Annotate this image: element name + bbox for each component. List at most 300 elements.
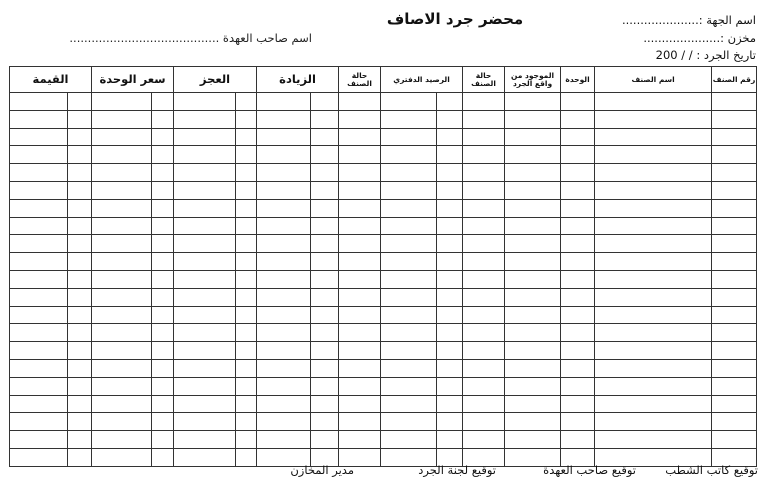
table-cell: [595, 342, 712, 360]
signature-footer: [280, 463, 758, 479]
table-cell: [339, 128, 381, 146]
header-unit-price: سعر الوحدة: [92, 67, 174, 93]
table-cell: [595, 110, 712, 128]
table-cell: [257, 164, 311, 182]
table-cell: [463, 146, 505, 164]
table-cell: [92, 128, 152, 146]
table-cell: [257, 359, 311, 377]
table-row: [10, 359, 757, 377]
table-cell: [10, 448, 68, 466]
table-cell: [10, 235, 68, 253]
table-cell: [712, 270, 757, 288]
inventory-date-field: تاريخ الجرد : / / 200: [655, 48, 756, 62]
table-cell: [174, 93, 236, 111]
table-cell: [339, 253, 381, 271]
table-cell: [10, 270, 68, 288]
table-cell: [437, 395, 463, 413]
table-cell: [10, 164, 68, 182]
table-cell: [152, 431, 174, 449]
table-cell: [174, 306, 236, 324]
table-cell: [463, 359, 505, 377]
table-cell: [311, 181, 339, 199]
table-cell: [10, 342, 68, 360]
table-cell: [236, 306, 257, 324]
table-cell: [339, 181, 381, 199]
table-cell: [174, 395, 236, 413]
table-cell: [505, 235, 561, 253]
table-cell: [463, 431, 505, 449]
table-cell: [381, 217, 437, 235]
table-cell: [10, 377, 68, 395]
table-cell: [505, 110, 561, 128]
table-body: [10, 93, 757, 467]
table-cell: [92, 235, 152, 253]
table-cell: [152, 199, 174, 217]
table-cell: [10, 324, 68, 342]
table-cell: [561, 217, 595, 235]
table-cell: [174, 270, 236, 288]
table-cell: [257, 431, 311, 449]
table-cell: [68, 164, 92, 182]
table-cell: [381, 146, 437, 164]
table-cell: [257, 110, 311, 128]
table-row: [10, 270, 757, 288]
table-cell: [10, 306, 68, 324]
page-title: محضر جرد الاصاف: [386, 10, 524, 28]
table-cell: [595, 199, 712, 217]
table-cell: [339, 395, 381, 413]
table-cell: [339, 342, 381, 360]
table-cell: [712, 128, 757, 146]
table-cell: [339, 413, 381, 431]
table-cell: [595, 270, 712, 288]
table-cell: [68, 377, 92, 395]
table-cell: [381, 342, 437, 360]
table-cell: [174, 164, 236, 182]
table-cell: [257, 128, 311, 146]
table-cell: [381, 413, 437, 431]
table-cell: [152, 164, 174, 182]
table-cell: [68, 217, 92, 235]
table-cell: [595, 128, 712, 146]
table-cell: [463, 217, 505, 235]
table-row: [10, 235, 757, 253]
table-cell: [152, 217, 174, 235]
table-cell: [595, 359, 712, 377]
table-row: [10, 306, 757, 324]
table-cell: [152, 306, 174, 324]
table-cell: [236, 164, 257, 182]
table-cell: [463, 235, 505, 253]
table-cell: [236, 110, 257, 128]
table-cell: [10, 217, 68, 235]
table-cell: [311, 377, 339, 395]
table-cell: [595, 181, 712, 199]
table-cell: [505, 395, 561, 413]
table-cell: [561, 181, 595, 199]
table-cell: [381, 128, 437, 146]
table-cell: [463, 306, 505, 324]
table-cell: [381, 164, 437, 182]
table-cell: [68, 359, 92, 377]
table-cell: [561, 395, 595, 413]
table-cell: [463, 377, 505, 395]
table-cell: [174, 288, 236, 306]
table-cell: [174, 253, 236, 271]
table-cell: [311, 431, 339, 449]
table-row: [10, 377, 757, 395]
table-cell: [174, 324, 236, 342]
table-cell: [257, 217, 311, 235]
table-cell: [10, 181, 68, 199]
table-cell: [152, 448, 174, 466]
table-cell: [437, 359, 463, 377]
table-cell: [236, 377, 257, 395]
table-cell: [712, 306, 757, 324]
table-row: [10, 181, 757, 199]
table-cell: [595, 395, 712, 413]
table-cell: [152, 253, 174, 271]
table-cell: [68, 288, 92, 306]
table-cell: [257, 146, 311, 164]
table-cell: [595, 377, 712, 395]
table-cell: [68, 110, 92, 128]
table-cell: [712, 146, 757, 164]
table-cell: [561, 359, 595, 377]
table-cell: [437, 146, 463, 164]
table-cell: [463, 342, 505, 360]
table-cell: [339, 146, 381, 164]
table-cell: [437, 377, 463, 395]
clerk-signature-label: توقيع كاتب الشطب: [665, 463, 758, 477]
table-cell: [463, 199, 505, 217]
table-cell: [561, 253, 595, 271]
table-cell: [595, 253, 712, 271]
table-cell: [152, 93, 174, 111]
table-cell: [339, 235, 381, 253]
table-cell: [257, 199, 311, 217]
table-cell: [595, 324, 712, 342]
header-actual-count: الموجود من واقع الجرد: [505, 67, 561, 93]
table-cell: [68, 413, 92, 431]
custodian-name-field: اسم صاحب العهدة .........................................: [69, 31, 312, 45]
table-cell: [595, 164, 712, 182]
table-cell: [174, 146, 236, 164]
table-cell: [437, 270, 463, 288]
table-cell: [311, 146, 339, 164]
table-cell: [257, 377, 311, 395]
header-item-number: رقم الصنف: [712, 67, 757, 93]
table-cell: [505, 128, 561, 146]
table-cell: [236, 93, 257, 111]
header-increase: الزيادة: [257, 67, 339, 93]
table-cell: [381, 93, 437, 111]
table-row: [10, 128, 757, 146]
table-cell: [311, 110, 339, 128]
table-cell: [236, 288, 257, 306]
table-cell: [437, 253, 463, 271]
table-row: [10, 93, 757, 111]
table-cell: [339, 306, 381, 324]
table-cell: [236, 324, 257, 342]
table-cell: [257, 288, 311, 306]
table-cell: [236, 235, 257, 253]
table-cell: [463, 93, 505, 111]
table-cell: [505, 324, 561, 342]
table-cell: [381, 377, 437, 395]
header-unit: الوحدة: [561, 67, 595, 93]
table-cell: [174, 110, 236, 128]
table-cell: [437, 431, 463, 449]
table-cell: [437, 199, 463, 217]
header-condition-1: حالة الصنف: [339, 67, 381, 93]
table-cell: [505, 199, 561, 217]
table-cell: [595, 217, 712, 235]
table-row: [10, 342, 757, 360]
table-cell: [712, 395, 757, 413]
table-cell: [381, 235, 437, 253]
table-cell: [92, 342, 152, 360]
table-cell: [561, 270, 595, 288]
table-cell: [561, 377, 595, 395]
table-cell: [561, 431, 595, 449]
table-cell: [68, 253, 92, 271]
table-cell: [236, 128, 257, 146]
table-cell: [10, 395, 68, 413]
table-cell: [236, 253, 257, 271]
table-cell: [339, 217, 381, 235]
table-cell: [152, 413, 174, 431]
table-cell: [92, 413, 152, 431]
table-cell: [174, 413, 236, 431]
table-cell: [561, 306, 595, 324]
table-cell: [311, 235, 339, 253]
table-cell: [339, 164, 381, 182]
table-cell: [463, 181, 505, 199]
table-cell: [561, 93, 595, 111]
table-row: [10, 431, 757, 449]
table-cell: [174, 342, 236, 360]
table-cell: [152, 270, 174, 288]
table-cell: [236, 431, 257, 449]
inventory-table: [9, 66, 757, 467]
table-cell: [257, 306, 311, 324]
table-row: [10, 324, 757, 342]
table-cell: [437, 93, 463, 111]
table-cell: [505, 181, 561, 199]
header-deficit: العجز: [174, 67, 257, 93]
store-field: مخزن :.....................: [643, 31, 756, 45]
table-cell: [257, 342, 311, 360]
table-cell: [339, 93, 381, 111]
table-cell: [92, 377, 152, 395]
table-cell: [92, 324, 152, 342]
table-cell: [505, 342, 561, 360]
store-manager-label: مدير المخازن: [290, 463, 354, 477]
table-cell: [712, 181, 757, 199]
header-book-balance: الرصيد الدفتري: [381, 67, 463, 93]
table-cell: [92, 93, 152, 111]
table-cell: [92, 181, 152, 199]
table-cell: [10, 288, 68, 306]
table-cell: [437, 235, 463, 253]
table-cell: [152, 181, 174, 199]
table-cell: [561, 324, 595, 342]
table-cell: [339, 270, 381, 288]
table-cell: [174, 377, 236, 395]
table-cell: [152, 288, 174, 306]
table-cell: [712, 324, 757, 342]
table-cell: [712, 359, 757, 377]
table-row: [10, 146, 757, 164]
table-cell: [92, 110, 152, 128]
table-cell: [505, 377, 561, 395]
table-cell: [595, 93, 712, 111]
table-cell: [505, 253, 561, 271]
table-cell: [92, 448, 152, 466]
table-row: [10, 413, 757, 431]
table-cell: [257, 395, 311, 413]
table-cell: [505, 93, 561, 111]
table-cell: [561, 342, 595, 360]
table-cell: [10, 413, 68, 431]
table-cell: [68, 448, 92, 466]
table-cell: [92, 253, 152, 271]
table-cell: [463, 110, 505, 128]
table-cell: [92, 199, 152, 217]
table-cell: [236, 413, 257, 431]
table-cell: [10, 146, 68, 164]
table-cell: [68, 199, 92, 217]
table-cell: [152, 359, 174, 377]
table-cell: [257, 270, 311, 288]
table-cell: [68, 235, 92, 253]
table-cell: [311, 324, 339, 342]
table-cell: [463, 413, 505, 431]
table-cell: [463, 164, 505, 182]
table-cell: [505, 431, 561, 449]
table-cell: [174, 199, 236, 217]
header-value: القيمة: [10, 67, 92, 93]
table-cell: [236, 359, 257, 377]
table-cell: [174, 448, 236, 466]
table-cell: [174, 235, 236, 253]
table-cell: [174, 181, 236, 199]
table-cell: [68, 128, 92, 146]
table-cell: [152, 324, 174, 342]
table-cell: [10, 253, 68, 271]
table-cell: [339, 431, 381, 449]
table-cell: [92, 164, 152, 182]
table-cell: [505, 164, 561, 182]
table-cell: [339, 359, 381, 377]
table-cell: [174, 217, 236, 235]
table-cell: [257, 253, 311, 271]
table-cell: [463, 395, 505, 413]
table-cell: [712, 164, 757, 182]
table-cell: [339, 199, 381, 217]
table-cell: [505, 306, 561, 324]
table-cell: [311, 253, 339, 271]
table-cell: [561, 164, 595, 182]
table-cell: [10, 359, 68, 377]
table-cell: [463, 324, 505, 342]
table-cell: [561, 128, 595, 146]
table-cell: [561, 235, 595, 253]
table-cell: [437, 413, 463, 431]
table-cell: [505, 288, 561, 306]
table-row: [10, 199, 757, 217]
table-cell: [68, 93, 92, 111]
table-cell: [339, 288, 381, 306]
table-cell: [68, 431, 92, 449]
table-cell: [68, 342, 92, 360]
table-cell: [152, 342, 174, 360]
table-cell: [381, 270, 437, 288]
table-cell: [311, 306, 339, 324]
table-cell: [152, 110, 174, 128]
table-cell: [381, 359, 437, 377]
table-cell: [381, 199, 437, 217]
table-row: [10, 395, 757, 413]
table-cell: [174, 359, 236, 377]
table-cell: [505, 413, 561, 431]
table-cell: [236, 146, 257, 164]
table-cell: [311, 199, 339, 217]
table-cell: [505, 217, 561, 235]
table-cell: [257, 93, 311, 111]
table-cell: [437, 110, 463, 128]
table-cell: [381, 288, 437, 306]
committee-signature-label: توقيع لجنة الجرد: [418, 463, 496, 477]
table-cell: [712, 413, 757, 431]
table-cell: [561, 146, 595, 164]
table-cell: [505, 146, 561, 164]
custodian-signature-label: توقيع صاحب العهدة: [543, 463, 636, 477]
table-cell: [561, 110, 595, 128]
table-cell: [437, 181, 463, 199]
table-cell: [595, 235, 712, 253]
table-cell: [10, 431, 68, 449]
table-cell: [712, 110, 757, 128]
entity-name-field: اسم الجهة :.....................: [621, 13, 756, 27]
table-row: [10, 288, 757, 306]
table-cell: [712, 199, 757, 217]
table-cell: [505, 359, 561, 377]
table-cell: [68, 181, 92, 199]
table-cell: [68, 324, 92, 342]
table-cell: [712, 235, 757, 253]
table-cell: [595, 413, 712, 431]
table-cell: [92, 270, 152, 288]
table-cell: [236, 448, 257, 466]
table-cell: [152, 395, 174, 413]
table-cell: [561, 288, 595, 306]
table-cell: [68, 306, 92, 324]
table-cell: [92, 146, 152, 164]
table-cell: [10, 93, 68, 111]
table-cell: [712, 342, 757, 360]
table-cell: [712, 377, 757, 395]
table-cell: [381, 306, 437, 324]
table-cell: [92, 306, 152, 324]
table-cell: [152, 128, 174, 146]
table-cell: [463, 253, 505, 271]
table-cell: [595, 146, 712, 164]
table-cell: [68, 395, 92, 413]
table-cell: [257, 235, 311, 253]
table-cell: [92, 359, 152, 377]
